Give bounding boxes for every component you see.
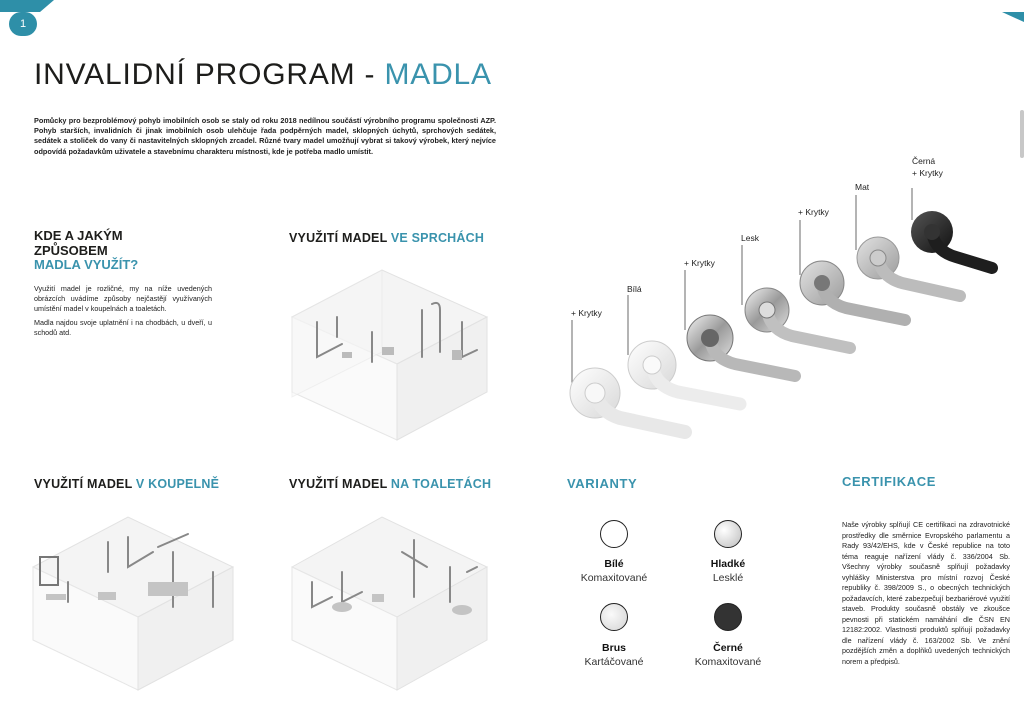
where-heading-accent: MADLA VYUŽÍT? xyxy=(34,257,139,272)
section-showers-prefix: VYUŽITÍ MADEL xyxy=(289,231,391,245)
product-label: Černá xyxy=(912,156,936,166)
variant-name: Hladké xyxy=(710,558,746,570)
product-label: Bílá xyxy=(627,284,642,294)
where-heading-line2: ZPŮSOBEM xyxy=(34,242,108,258)
certification-heading: CERTIFIKACE xyxy=(842,474,936,489)
product-label: + Krytky xyxy=(798,207,829,217)
variant-name: Brus xyxy=(602,642,626,654)
variant-black xyxy=(678,641,778,669)
variant-name: Černé xyxy=(713,642,743,654)
variant-finish: Lesklé xyxy=(712,572,744,584)
variant-brushed xyxy=(564,641,664,669)
product-label: Mat xyxy=(855,182,870,192)
product-label: + Krytky xyxy=(912,168,943,178)
page-number: 1 xyxy=(9,12,37,36)
corner-tab xyxy=(1002,0,1024,22)
variant-finish: Komaxitované xyxy=(694,656,762,668)
where-heading xyxy=(34,229,138,273)
variant-polished xyxy=(678,557,778,585)
swatch-white xyxy=(600,520,628,548)
certification-text: Naše výrobky splňují CE certifikaci na zdravotnické prostředky dle směrnice Evropského parlamentu a Rady 93/42/EHS, kde v České republice na toto téma reaguje nařízení vlády č. 336/2004 Sb. Všechny výrobky současně splňují požadavky vyhlášky Ministerstva pro místní rozvoj České republiky č. 398/2009 S., o obecných technických požadavcích, které zabezpečují bezbariérové využití staveb. Produkty současně obstály ve zkoušce pevnosti při statickém namáhání dle ČSN EN 12182:2002. Vlastnosti produktů splňují požadavky dle nařízení vlády č. 163/2002 Sb. Ve znění pozdějších změn a doplňků uvedených technických norem a předpisů. xyxy=(842,520,1010,666)
scrollbar[interactable] xyxy=(1020,110,1024,158)
page-title xyxy=(34,58,492,92)
variant-finish: Komaxitované xyxy=(580,572,648,584)
section-toilets-accent: NA TOALETÁCH xyxy=(390,477,492,491)
where-paragraph-1: Využití madel je rozličné, my na níže uvedených obrázcích uvádíme způsoby nejčastějí využívaných umístění madel v koupelnách a toaletách. xyxy=(34,284,212,313)
section-toilets-prefix: VYUŽITÍ MADEL xyxy=(289,477,391,491)
title-accent: MADLA xyxy=(384,58,492,91)
title-main: INVALIDNÍ PROGRAM - xyxy=(34,58,385,91)
product-label: + Krytky xyxy=(684,258,715,268)
section-title-bathroom xyxy=(34,477,219,491)
swatch-brushed xyxy=(600,603,628,631)
bathroom-illustration xyxy=(28,512,238,692)
shower-room-illustration xyxy=(282,262,497,442)
section-bathroom-accent: V KOUPELNĚ xyxy=(135,477,220,491)
swatch-black xyxy=(714,603,742,631)
product-label: Lesk xyxy=(741,233,759,243)
product-label: + Krytky xyxy=(571,308,602,318)
swatch-polished xyxy=(714,520,742,548)
section-bathroom-prefix: VYUŽITÍ MADEL xyxy=(34,477,136,491)
section-title-toilets xyxy=(289,477,491,491)
variant-finish: Kartáčované xyxy=(584,656,644,668)
toilet-illustration xyxy=(282,512,497,692)
variant-white xyxy=(564,557,664,585)
variant-name: Bílé xyxy=(604,558,624,570)
handrail-variants-illustration xyxy=(560,150,1000,440)
where-heading-line1: KDE A JAKÝM xyxy=(34,228,123,243)
section-title-showers xyxy=(289,231,484,245)
section-showers-accent: VE SPRCHÁCH xyxy=(390,231,485,245)
intro-paragraph: Pomůcky pro bezproblémový pohyb imobilních osob se staly od roku 2018 nedílnou součástí výrobního programu společnosti AZP. Pohyb starších, invalidních či jinak imobilních osob ulehčuje řada podpěrných madel, sklopných úchytů, sprchových sedátek, sedátek a stoliček do vany či nastavitelných sklopných zrcadel. Různé tvary madel umožňují vybrat si takový výrobek, který nejvíce odpovídá požadavkům uživatele a stavebnímu charakteru místnosti, kde je potřeba madlo umístit. xyxy=(34,116,496,156)
where-paragraph-2: Madla najdou svoje uplatnění i na chodbách, u dveří, u schodů atd. xyxy=(34,318,212,337)
variants-heading: VARIANTY xyxy=(567,476,638,491)
